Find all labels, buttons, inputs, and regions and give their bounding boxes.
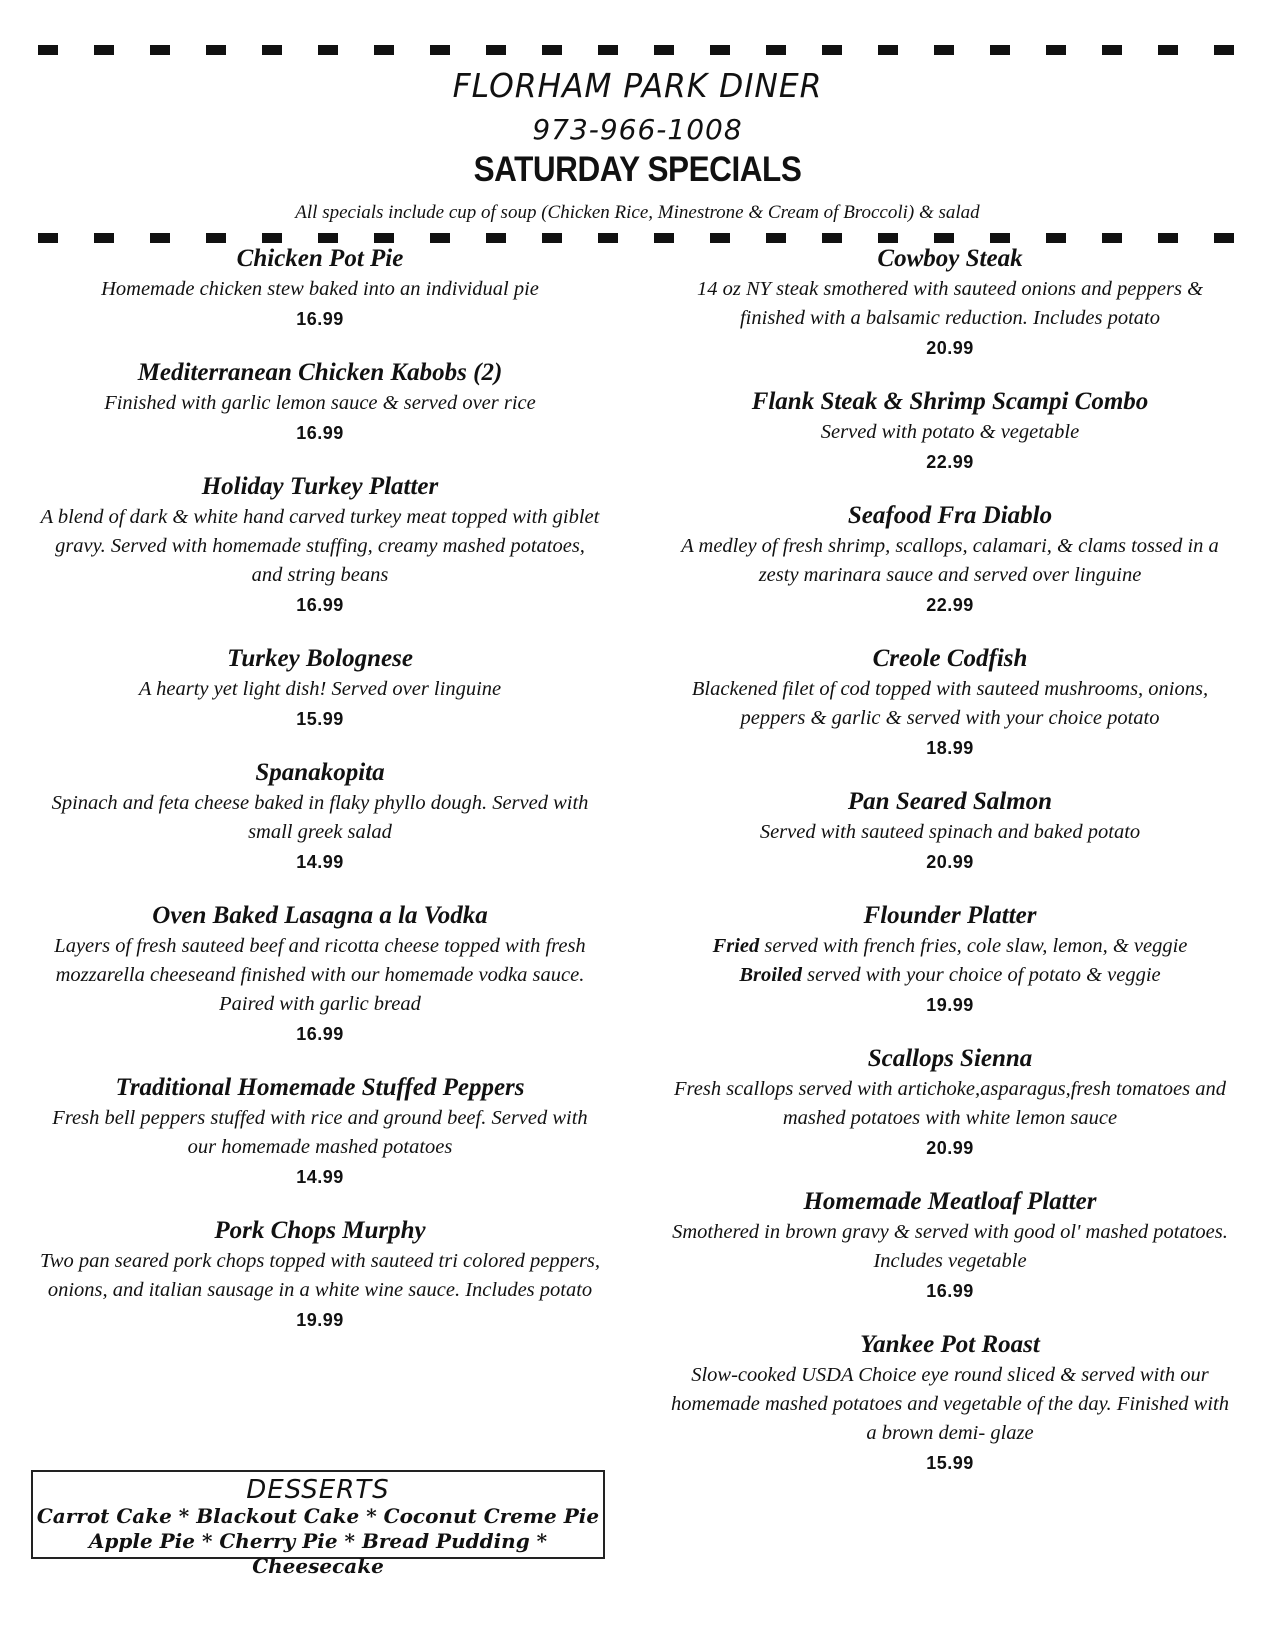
menu-item-price: 16.99: [296, 595, 344, 615]
menu-item-description: Homemade chicken stew baked into an individual pie: [101, 278, 539, 300]
menu-item-name: Creole Codfish: [872, 645, 1028, 672]
menu-item-price: 20.99: [926, 852, 974, 872]
menu-item-description: [668, 932, 1232, 961]
menu-item-description: Two pan seared pork chops topped with sauteed tri colored peppers, onions, and italian sausage in a white wine sauce. Includes potato: [39, 1250, 601, 1301]
menu-item: [668, 1186, 1232, 1306]
menu-item: [38, 357, 602, 448]
menu-item-description: A blend of dark & white hand carved turkey meat topped with giblet gravy. Served with homemade stuffing, creamy mashed potatoes, and string beans: [40, 506, 600, 586]
menu-item-name: Flounder Platter: [863, 902, 1037, 929]
menu-item-description: [668, 961, 1232, 990]
menu-item-price: 20.99: [926, 1138, 974, 1158]
menu-item-name: Scallops Sienna: [867, 1045, 1033, 1072]
page-title: SATURDAY SPECIALS: [473, 150, 802, 189]
menu-item-description: A hearty yet light dish! Served over linguine: [138, 678, 502, 700]
menu-item-name: Holiday Turkey Platter: [201, 473, 439, 500]
menu-item-name: Traditional Homemade Stuffed Peppers: [115, 1074, 525, 1101]
menu-item-name: Cowboy Steak: [877, 245, 1023, 272]
menu-item-price: 20.99: [926, 338, 974, 358]
fried-description: served with french fries, cole slaw, lemon, & veggie: [759, 935, 1188, 957]
specials-note: All specials include cup of soup (Chicken Rice, Minestrone & Cream of Broccoli) & salad: [295, 202, 980, 223]
menu-item-price: 16.99: [296, 423, 344, 443]
menu-item-flounder: [668, 900, 1232, 1020]
menu-item: [38, 1215, 602, 1335]
menu-item-name: Seafood Fra Diablo: [847, 502, 1053, 529]
fried-label: Fried: [712, 935, 760, 957]
menu-item: [38, 243, 602, 334]
menu-item-name: Chicken Pot Pie: [236, 245, 404, 272]
broiled-description: served with your choice of potato & veggie: [801, 964, 1161, 986]
menu-item-price: 18.99: [926, 738, 974, 758]
menu-item-name: Pork Chops Murphy: [214, 1217, 426, 1244]
menu-item: [38, 471, 602, 620]
menu-item: [668, 386, 1232, 477]
menu-item: [668, 786, 1232, 877]
menu-item: [38, 900, 602, 1049]
menu-item-description: Served with potato & vegetable: [820, 421, 1080, 443]
menu-item-price: 16.99: [296, 309, 344, 329]
broiled-label: Broiled: [739, 964, 802, 986]
right-menu-column: [668, 243, 1232, 1478]
menu-item-price: 22.99: [926, 452, 974, 472]
menu-item-price: 15.99: [926, 1453, 974, 1473]
menu-item: [38, 1072, 602, 1192]
top-dashed-border: [38, 45, 1237, 55]
menu-item-description: 14 oz NY steak smothered with sauteed onions and peppers & finished with a balsamic reduction. Includes potato: [696, 278, 1204, 329]
menu-item-name: Oven Baked Lasagna a la Vodka: [152, 902, 488, 929]
desserts-line: Carrot Cake * Blackout Cake * Coconut Creme Pie: [36, 1504, 600, 1528]
menu-item-price: 14.99: [296, 852, 344, 872]
menu-item-price: 19.99: [296, 1310, 344, 1330]
menu-item: [668, 243, 1232, 363]
menu-item: [668, 643, 1232, 763]
menu-item-price: 16.99: [296, 1024, 344, 1044]
menu-item-description: Spinach and feta cheese baked in flaky phyllo dough. Served with small greek salad: [51, 792, 589, 843]
menu-item-description: Blackened filet of cod topped with sauteed mushrooms, onions, peppers & garlic & served with your choice potato: [691, 678, 1209, 729]
desserts-title: DESSERTS: [246, 1475, 390, 1505]
menu-item-description: Fresh bell peppers stuffed with rice and ground beef. Served with our homemade mashed potatoes: [52, 1107, 588, 1158]
menu-item-price: 15.99: [296, 709, 344, 729]
menu-item-description: A medley of fresh shrimp, scallops, calamari, & clams tossed in a zesty marinara sauce and served over linguine: [681, 535, 1219, 586]
menu-item-description: Finished with garlic lemon sauce & served over rice: [104, 392, 536, 414]
menu-item-description: Smothered in brown gravy & served with good ol' mashed potatoes. Includes vegetable: [672, 1221, 1228, 1272]
menu-item: [38, 643, 602, 734]
menu-item-price: 14.99: [296, 1167, 344, 1187]
menu-item-name: Mediterranean Chicken Kabobs (2): [137, 359, 503, 386]
menu-item: [668, 1329, 1232, 1478]
menu-item-name: Pan Seared Salmon: [847, 788, 1053, 815]
desserts-line: Apple Pie * Cherry Pie * Bread Pudding * Cheesecake: [88, 1529, 548, 1578]
header-dashed-border: [38, 233, 1237, 243]
menu-item: [668, 1043, 1232, 1163]
menu-item-name: Flank Steak & Shrimp Scampi Combo: [751, 388, 1149, 415]
menu-item-name: Yankee Pot Roast: [860, 1331, 1040, 1358]
menu-item: [38, 757, 602, 877]
left-menu-column: [38, 243, 602, 1335]
menu-item-description: Fresh scallops served with artichoke,asparagus,fresh tomatoes and mashed potatoes with white lemon sauce: [674, 1078, 1226, 1129]
menu-item-price: 16.99: [926, 1281, 974, 1301]
desserts-box: [31, 1470, 605, 1578]
menu-item-description: Slow-cooked USDA Choice eye round sliced & served with our homemade mashed potatoes and vegetable of the day. Finished with a brown demi- glaze: [671, 1364, 1229, 1444]
diner-phone: 973-966-1008: [532, 113, 743, 146]
menu-item-name: Homemade Meatloaf Platter: [803, 1188, 1097, 1215]
menu-item-description: Served with sauteed spinach and baked potato: [759, 821, 1141, 843]
menu-item-description: Layers of fresh sauteed beef and ricotta cheese topped with fresh mozzarella cheeseand finished with our homemade vodka sauce. Paired with garlic bread: [54, 935, 586, 1015]
menu-item: [668, 500, 1232, 620]
menu-item-price: 22.99: [926, 595, 974, 615]
menu-item-name: Spanakopita: [255, 759, 385, 786]
menu-item-name: Turkey Bolognese: [227, 645, 413, 672]
menu-item-price: 19.99: [926, 995, 974, 1015]
diner-name: FLORHAM PARK DINER: [452, 66, 823, 105]
